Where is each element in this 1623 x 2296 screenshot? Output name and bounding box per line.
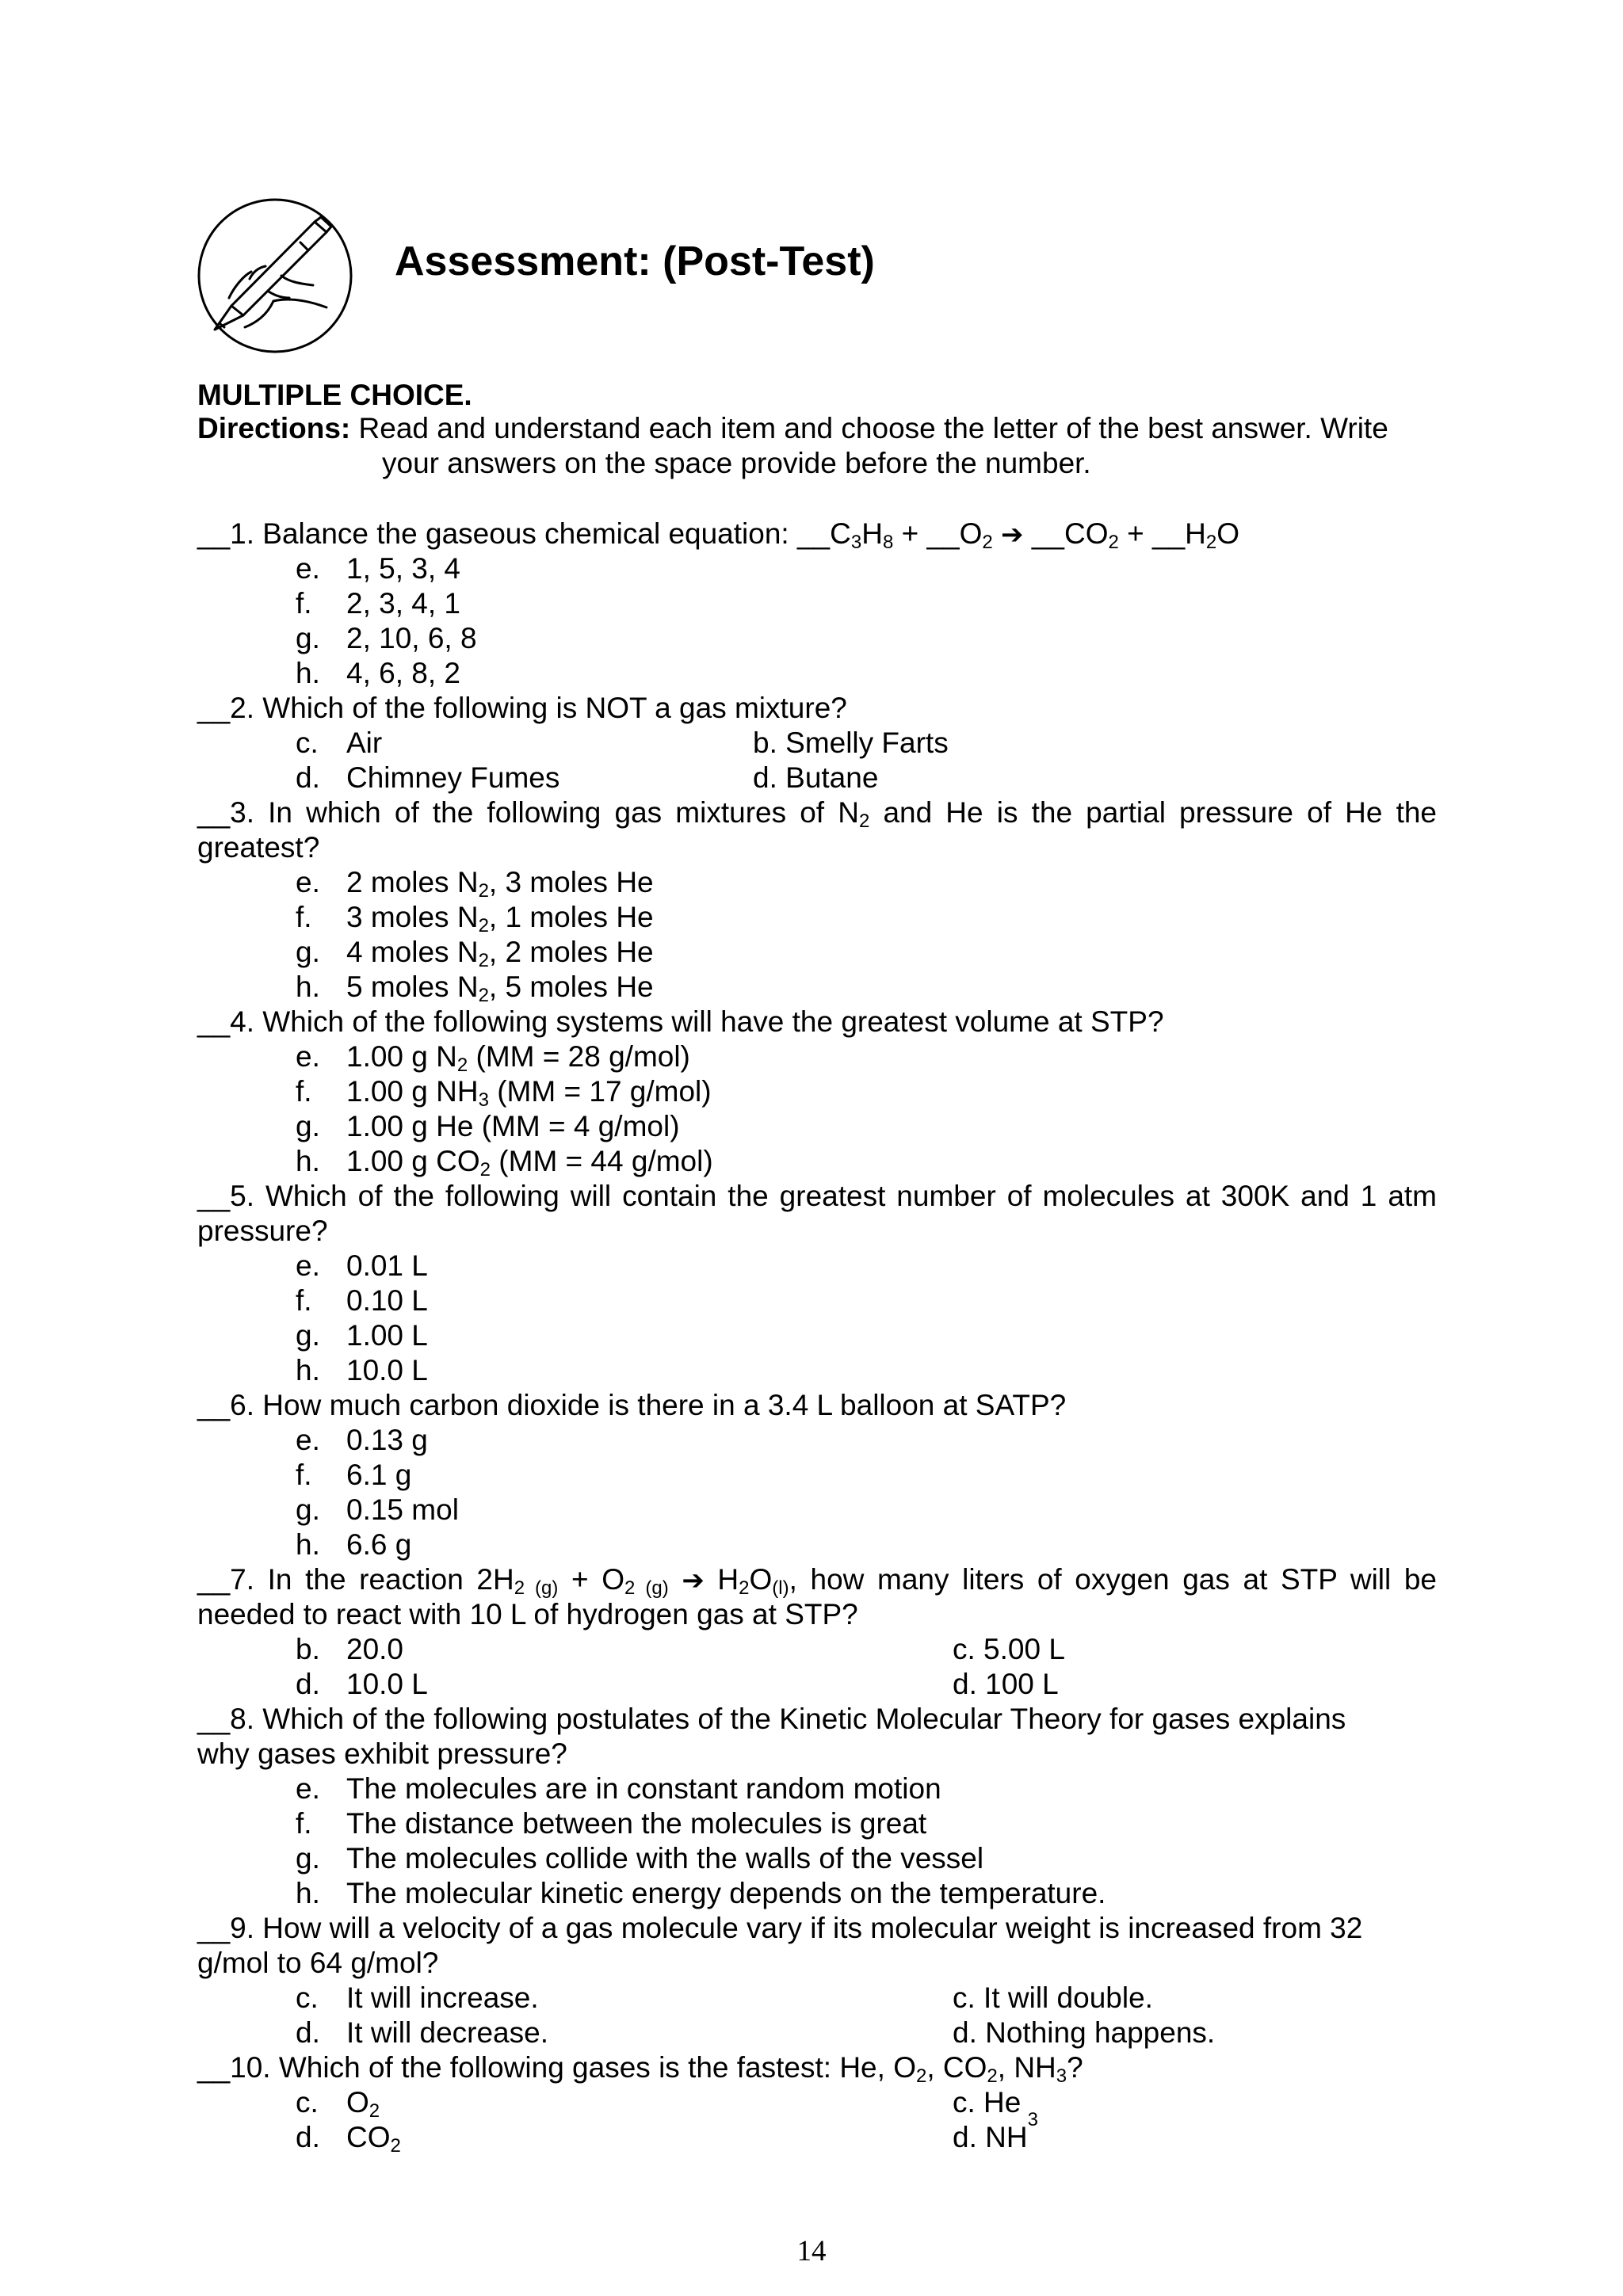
option: g. 4 moles $N_2$, 2 moles He: [296, 936, 654, 971]
directions-text-1: Read and understand each item and choose the letter of the best answer. Write: [350, 412, 1388, 444]
options-8: [197, 1772, 1437, 1911]
option: f. 1.00 g $NH_3$ (MM = 17 g/mol): [296, 1075, 712, 1111]
options-3: [197, 865, 1437, 1005]
option: e. 2 moles $N_2$, 3 moles He: [296, 866, 654, 902]
options-row: d. It will decrease. d. Nothing happens.: [296, 2016, 1216, 2049]
options-row: b. 20.0 c. 5.00 L: [296, 1633, 1065, 1665]
question-2: __2. Which of the following is NOT a gas mixture?: [197, 692, 847, 724]
options-row: c. Air b. Smelly Farts: [296, 727, 949, 759]
option: h. 1.00 g $CO_2$ (MM = 44 g/mol): [296, 1145, 713, 1180]
page-title: Assessment: (Post-Test): [395, 238, 875, 284]
directions-label: Directions:: [197, 412, 351, 444]
options-row: d. Chimney Fumes d. Butane: [296, 761, 879, 794]
options-row: d. $CO_2$ d. NH 3: [296, 2109, 1038, 2157]
option: h. 4, 6, 8, 2: [296, 657, 460, 689]
question-7: __7. In the reaction $2H_{2 (g)} + O_{2 (g)}$ ➔ $H_2O_{(l)}$, how many liters of oxygen gas at STP will be: [197, 1563, 1438, 1599]
option: e. 0.01 L: [296, 1249, 428, 1282]
options-row: d. 10.0 L d. 100 L: [296, 1668, 1059, 1700]
option: e. 0.13 g: [296, 1424, 428, 1456]
option: g. 0.15 mol: [296, 1493, 459, 1526]
option: f. The distance between the molecules is great: [296, 1807, 927, 1840]
option: f. 6.1 g: [296, 1459, 412, 1491]
question-8-cont: why gases exhibit pressure?: [197, 1737, 567, 1770]
option: e. 1, 5, 3, 4: [296, 552, 460, 585]
directions-text-2: your answers on the space provide before the number.: [382, 447, 1091, 479]
options-5: [197, 1249, 1437, 1388]
option: g. 1.00 L: [296, 1319, 428, 1352]
option: f. 3 moles $N_2$, 1 moles He: [296, 901, 654, 936]
option: h. 5 moles $N_2$, 5 moles He: [296, 971, 654, 1006]
option: g. 2, 10, 6, 8: [296, 622, 477, 654]
question-7-cont: needed to react with 10 L of hydrogen gas at STP?: [197, 1598, 858, 1630]
question-9: __9. How will a velocity of a gas molecule vary if its molecular weight is increased from 32: [197, 1912, 1363, 1944]
options-1: [197, 551, 1437, 691]
option: g. 1.00 g He (MM = 4 g/mol): [296, 1110, 680, 1142]
question-8: __8. Which of the following postulates of the Kinetic Molecular Theory for gases explains: [197, 1703, 1346, 1735]
hand-writing-pencil-icon: [196, 196, 354, 355]
option: h. 10.0 L: [296, 1354, 428, 1386]
option: e. The molecules are in constant random motion: [296, 1772, 941, 1805]
options-6: [197, 1423, 1437, 1562]
section-label: MULTIPLE CHOICE.: [197, 379, 472, 411]
option: f. 0.10 L: [296, 1284, 428, 1317]
question-1: __1. Balance the gaseous chemical equation: $\_\_C_3H_8$ + $\_\_O_2$ ➔ $\_\_CO_2$ + $\_\_H_2O$: [197, 517, 1240, 553]
question-6: __6. How much carbon dioxide is there in a 3.4 L balloon at SATP?: [197, 1389, 1067, 1421]
question-list: [197, 517, 1437, 2155]
question-3: __3. In which of the following gas mixtures of $N_2$ and He is the partial pressure of He the: [197, 796, 1437, 832]
option: g. The molecules collide with the walls of the vessel: [296, 1842, 984, 1875]
question-5: __5. Which of the following will contain the greatest number of molecules at 300K and 1 atm: [197, 1180, 1437, 1212]
question-4: __4. Which of the following systems will have the greatest volume at STP?: [197, 1005, 1164, 1038]
question-10: __10. Which of the following gases is the fastest: He, $O_2$, $CO_2$, $NH_3$?: [197, 2051, 1083, 2087]
page-number: 14: [796, 2235, 827, 2267]
options-4: [197, 1039, 1437, 1179]
question-5-cont: pressure?: [197, 1215, 328, 1247]
option: f. 2, 3, 4, 1: [296, 587, 460, 620]
option: h. 6.6 g: [296, 1528, 412, 1561]
option: e. 1.00 g $N_2$ (MM = 28 g/mol): [296, 1040, 690, 1076]
directions: [197, 411, 1435, 481]
question-3-cont: greatest?: [197, 831, 320, 864]
question-9-cont: g/mol to 64 g/mol?: [197, 1947, 439, 1979]
option: h. The molecular kinetic energy depends on the temperature.: [296, 1877, 1106, 1909]
options-row: c. It will increase. c. It will double.: [296, 1981, 1153, 2014]
options-row: c. $O_2$ c. He: [296, 2086, 1022, 2122]
